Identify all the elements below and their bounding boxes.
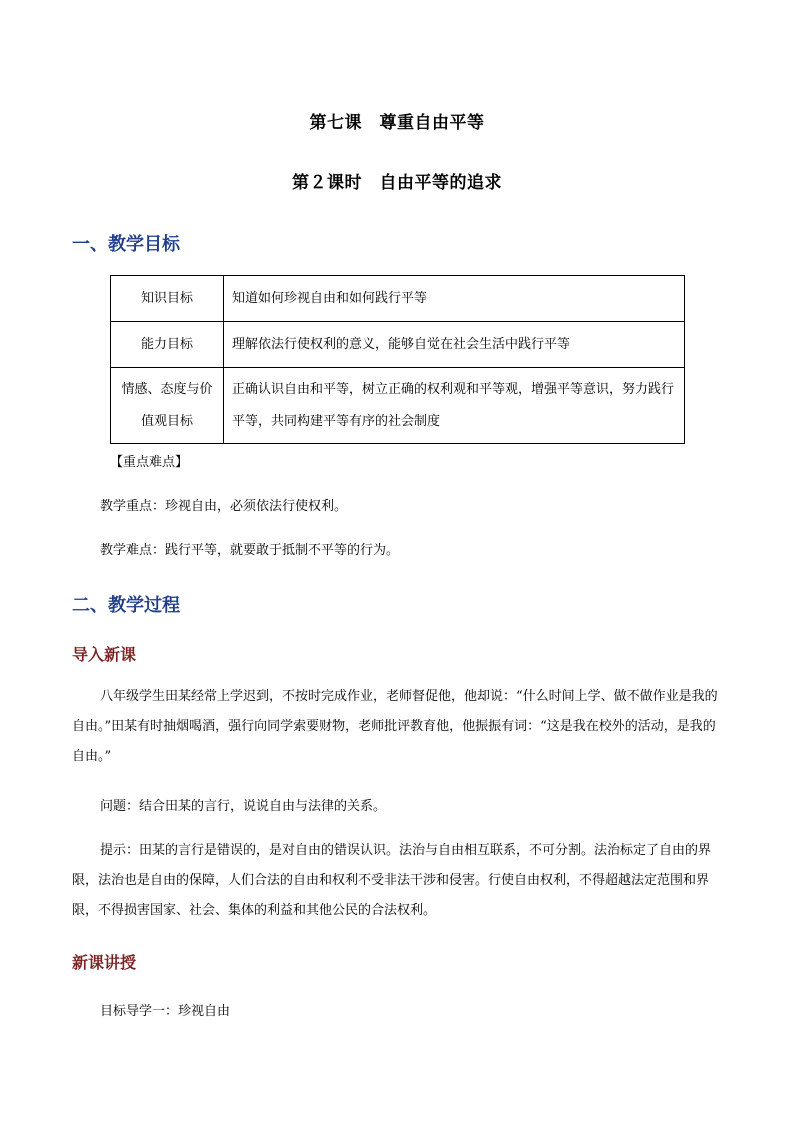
goal-key: 知识目标 (111, 276, 224, 322)
key-points-header: 【重点难点】 (110, 455, 189, 470)
goal-key: 情感、态度与价值观目标 (111, 368, 224, 444)
hint: 提示：田某的言行是错误的，是对自由的错误认识。法治与自由相互联系，不可分割。法治标定了自由的界限，法治也是自由的保障，人们合法的自由和权利不受非法干涉和侵害。行使自由权利，不得超越法定范围和界限，不得损害国家、社会、集体的利益和其他公民的合法权利。 (72, 843, 712, 918)
section-teaching-process: 二、教学过程 (72, 595, 180, 616)
goals-table (110, 275, 685, 444)
goal-key: 能力目标 (111, 322, 224, 368)
goal-value: 正确认识自由和平等，树立正确的权利观和平等观，增强平等意识，努力践行平等，共同构建平等有序的社会制度 (224, 368, 685, 444)
intro-story: 八年级学生田某经常上学迟到，不按时完成作业，老师督促他，他却说：“什么时间上学、做不做作业是我的自由。”田某有时抽烟喝酒，强行向同学索要财物，老师批评教育他，他振振有词：“这是我在校外的活动，是我的自由。” (72, 689, 718, 764)
table-row (111, 322, 685, 368)
intro-heading: 导入新课 (72, 645, 137, 664)
new-lesson-heading: 新课讲授 (72, 953, 137, 972)
table-row (111, 368, 685, 444)
question: 问题：结合田某的言行，说说自由与法律的关系。 (100, 799, 387, 814)
lesson-title: 第七课 尊重自由平等 (309, 113, 485, 133)
teaching-focus: 教学重点：珍视自由，必须依法行使权利。 (100, 499, 348, 514)
goal-value: 知道如何珍视自由和如何践行平等 (224, 276, 685, 322)
goal-value: 理解依法行使权利的意义，能够自觉在社会生活中践行平等 (224, 322, 685, 368)
target-guide-1: 目标导学一：珍视自由 (100, 1004, 231, 1019)
table-row (111, 276, 685, 322)
teaching-difficulty: 教学难点：践行平等，就要敢于抵制不平等的行为。 (100, 543, 400, 558)
section-teaching-goals: 一、教学目标 (72, 234, 180, 255)
period-title: 第２课时 自由平等的追求 (292, 173, 502, 193)
